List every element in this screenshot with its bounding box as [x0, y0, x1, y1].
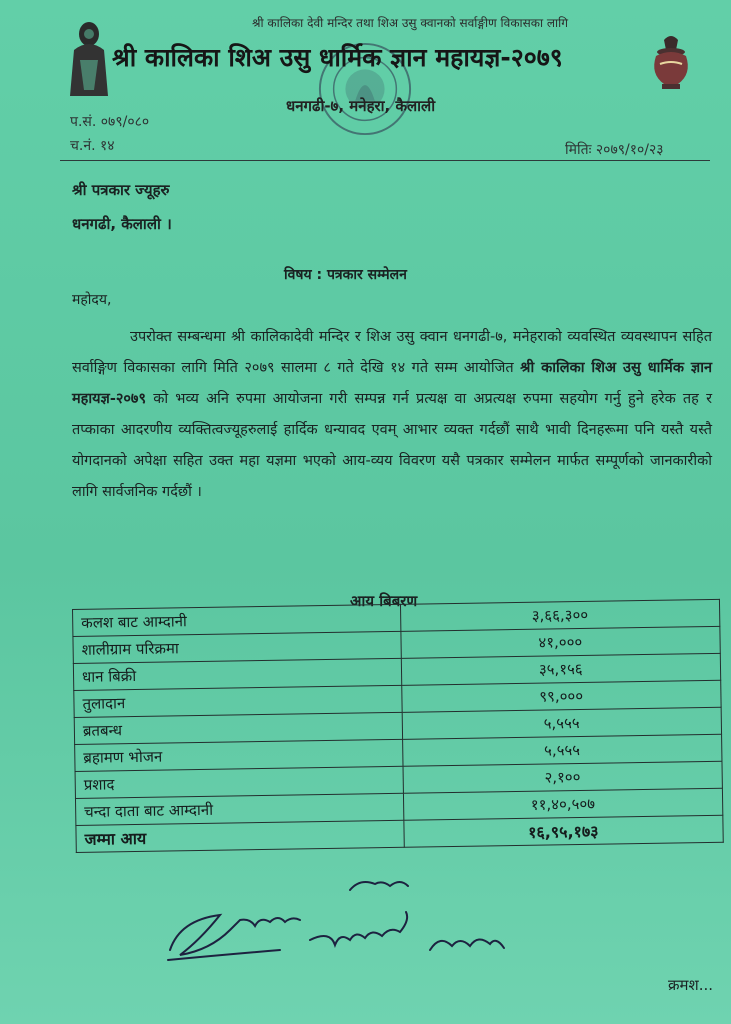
letter-body	[72, 322, 712, 508]
income-item: चन्दा दाता बाट आम्दानी	[75, 793, 403, 825]
income-amount: ९९,०००	[401, 680, 721, 712]
income-table	[72, 599, 724, 853]
total-amount: १६,९५,१७३	[403, 815, 723, 847]
addressee-line-2: धनगढी, कैलाली ।	[72, 215, 172, 233]
organization-address: धनगढी-७, मनेहरा, कैलाली	[286, 97, 436, 115]
organization-title: श्री कालिका शिअ उसु धार्मिक ज्ञान महायज्ञ-२०७९	[112, 43, 563, 72]
deity-logo	[64, 20, 114, 100]
income-amount: २,१००	[403, 761, 723, 793]
income-item: ब्रतबन्ध	[74, 712, 402, 744]
signature-1	[170, 915, 300, 955]
body-part-2: को भव्य अनि रुपमा आयोजना गरी सम्पन्न गर्न प्रत्यक्ष वा अप्रत्यक्ष रुपमा सहयोग गर्नु हुने हरेक तह र तप्काका आदरणीय व्यक्तित्वज्यूहरुलाई हार्दिक धन्यावद एवम् आभार व्यक्त गर्दछौं साथै भावी दिनहरूमा पनि यस्तै यस्तै योगदानको अपेक्षा सहित उक्त महा यज्ञमा भएको आय-व्यय विवरण यसै पत्रकार सम्मेलन मार्फत सम्पूर्णको जानकारीको लागि सार्वजनिक गर्दछौं ।	[72, 391, 712, 500]
signatures	[160, 860, 520, 990]
total-label: जम्मा आय	[76, 820, 404, 852]
letter-date: मितिः २०७९/१०/२३	[565, 142, 664, 158]
income-table-title: आय बिबरण	[350, 592, 418, 610]
income-item: तुलादान	[74, 685, 402, 717]
income-item: शालीग्राम परिक्रमा	[73, 631, 401, 663]
signature-2	[310, 912, 407, 945]
income-amount: ५,५५५	[402, 707, 722, 739]
letter-subject: विषय : पत्रकार सम्मेलन	[284, 267, 407, 283]
salutation: महोदय,	[72, 292, 112, 308]
income-amount: ४१,०००	[400, 626, 720, 658]
income-amount: ५,५५५	[402, 734, 722, 766]
income-item: धान बिक्री	[73, 658, 401, 690]
body-part-1: उपरोक्त सम्बन्धमा श्री कालिकादेवी मन्दिर र शिअ उसु क्वान धनगढी-७, मनेहराको व्यवस्थित व्यवस्थापन सहित सर्वाङ्गिण विकासका लागि मिति २०७९ सालमा ८ गते देखि १४ गते सम्म आयोजित	[72, 329, 712, 376]
signature-4	[430, 939, 504, 950]
reference-number: प.सं. ०७९/०८०	[70, 114, 150, 130]
kalash-logo	[648, 34, 694, 90]
addressee-line-1: श्री पत्रकार ज्यूहरु	[72, 181, 170, 199]
signature-3	[350, 882, 408, 890]
income-amount: ३५,१५६	[401, 653, 721, 685]
dispatch-number: च.नं. १४	[70, 138, 115, 154]
header-divider	[60, 160, 710, 161]
letterhead-tagline: श्री कालिका देवी मन्दिर तथा शिअ उसु क्वानको सर्वाङ्गीण विकासका लागि	[251, 16, 569, 30]
income-amount: ११,४०,५०७	[403, 788, 723, 820]
continued-marker: क्रमश...	[668, 976, 713, 994]
income-item: प्रशाद	[75, 766, 403, 798]
body-event-name: श्री कालिका शिअ उसु धार्मिक ज्ञान महायज्ञ-२०७९	[72, 360, 713, 407]
income-item: ब्रहामण भोजन	[75, 739, 403, 771]
income-amount: ३,६६,३००	[400, 599, 720, 631]
income-item: कलश बाट आम्दानी	[73, 604, 401, 636]
